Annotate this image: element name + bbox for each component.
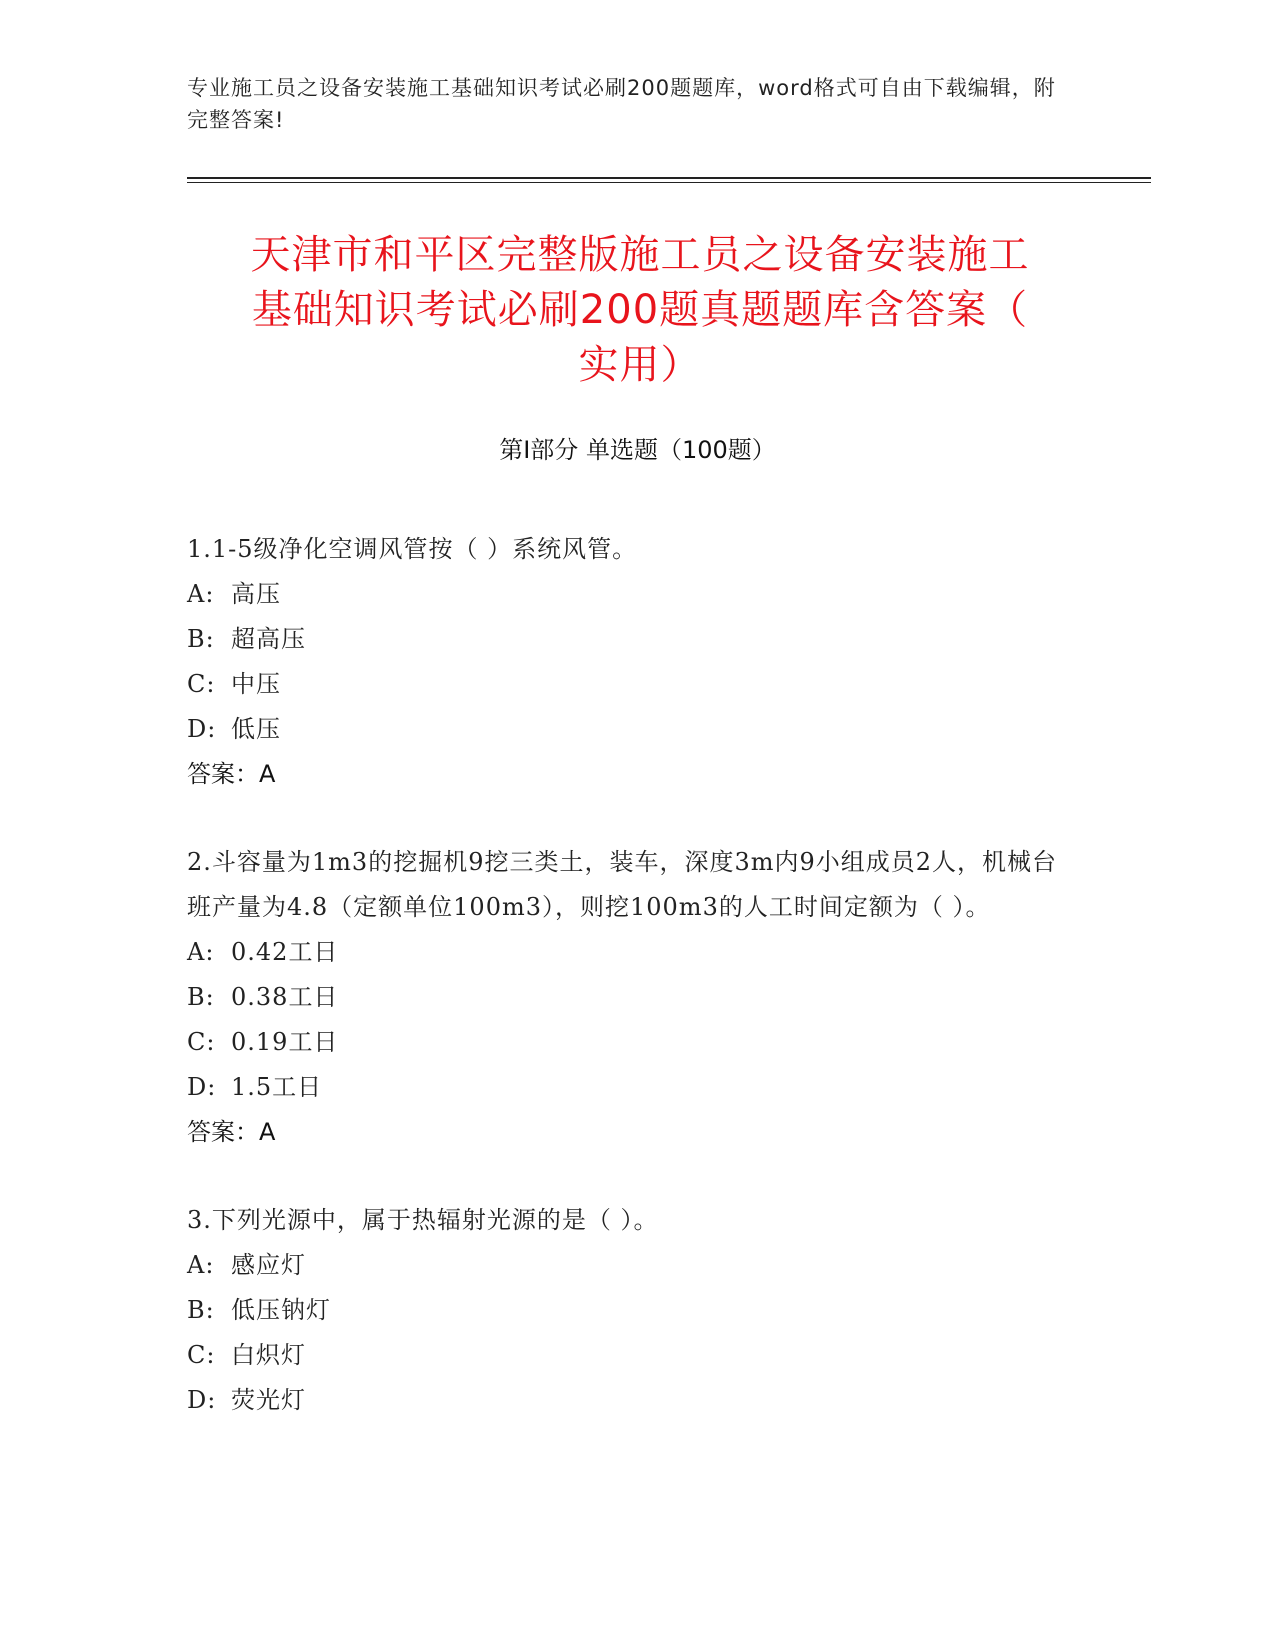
option-c (187, 662, 1067, 707)
question-item (187, 1198, 1067, 1423)
option-letter: D: (187, 1386, 217, 1414)
question-list (187, 527, 1067, 1466)
answer-line: 答案：A (187, 760, 276, 788)
option-text: 荧光灯 (231, 1386, 306, 1414)
option-d (187, 1378, 1067, 1423)
title-line: 实用） (578, 342, 702, 388)
answer-line: 答案：A (187, 1118, 276, 1146)
option-b (187, 617, 1067, 662)
option-b (187, 1288, 1067, 1333)
option-text: 低压 (231, 715, 281, 743)
option-text: 1.5工日 (231, 1073, 323, 1101)
option-letter: B: (187, 1296, 215, 1324)
header-rule-thin (187, 182, 1151, 183)
section-heading: 第I部分 单选题（100题） (499, 436, 776, 464)
option-text: 0.42工日 (231, 938, 339, 966)
option-a (187, 1243, 1067, 1288)
option-text: 中压 (231, 670, 281, 698)
option-letter: A: (187, 1251, 215, 1279)
title-line: 基础知识考试必刷200题真题题库含答案（ (251, 287, 1029, 333)
option-d (187, 1065, 1067, 1110)
header-rule-thick (187, 177, 1151, 179)
option-letter: C: (187, 1341, 216, 1369)
option-letter: C: (187, 670, 216, 698)
option-text: 高压 (231, 580, 281, 608)
option-a (187, 930, 1067, 975)
option-letter: C: (187, 1028, 216, 1056)
option-d (187, 707, 1067, 752)
option-text: 超高压 (231, 625, 306, 653)
option-letter: D: (187, 715, 217, 743)
question-item (187, 840, 1067, 1155)
option-b (187, 975, 1067, 1020)
question-item (187, 527, 1067, 797)
option-text: 0.19工日 (231, 1028, 339, 1056)
option-letter: B: (187, 983, 215, 1011)
option-letter: D: (187, 1073, 217, 1101)
header-note: 专业施工员之设备安装施工基础知识考试必刷200题题库，word格式可自由下载编辑，附完整答案! (187, 76, 1056, 132)
option-text: 0.38工日 (231, 983, 339, 1011)
option-text: 感应灯 (231, 1251, 306, 1279)
option-c (187, 1333, 1067, 1378)
question-stem: 3.下列光源中，属于热辐射光源的是（ ）。 (187, 1206, 659, 1234)
title-line: 天津市和平区完整版施工员之设备安装施工 (250, 232, 1030, 278)
question-stem: 1.1-5级净化空调风管按（ ）系统风管。 (187, 535, 638, 563)
option-text: 低压钠灯 (231, 1296, 331, 1324)
option-letter: B: (187, 625, 215, 653)
question-stem: 2.斗容量为1m3的挖掘机9挖三类土，装车，深度3m内9小组成员2人，机械台班产量为4.8（定额单位100m3），则挖100m3的人工时间定额为（ ）。 (187, 848, 1058, 921)
option-letter: A: (187, 580, 215, 608)
document-title (190, 228, 1090, 393)
option-c (187, 1020, 1067, 1065)
option-text: 白炽灯 (231, 1341, 306, 1369)
option-letter: A: (187, 938, 215, 966)
option-a (187, 572, 1067, 617)
